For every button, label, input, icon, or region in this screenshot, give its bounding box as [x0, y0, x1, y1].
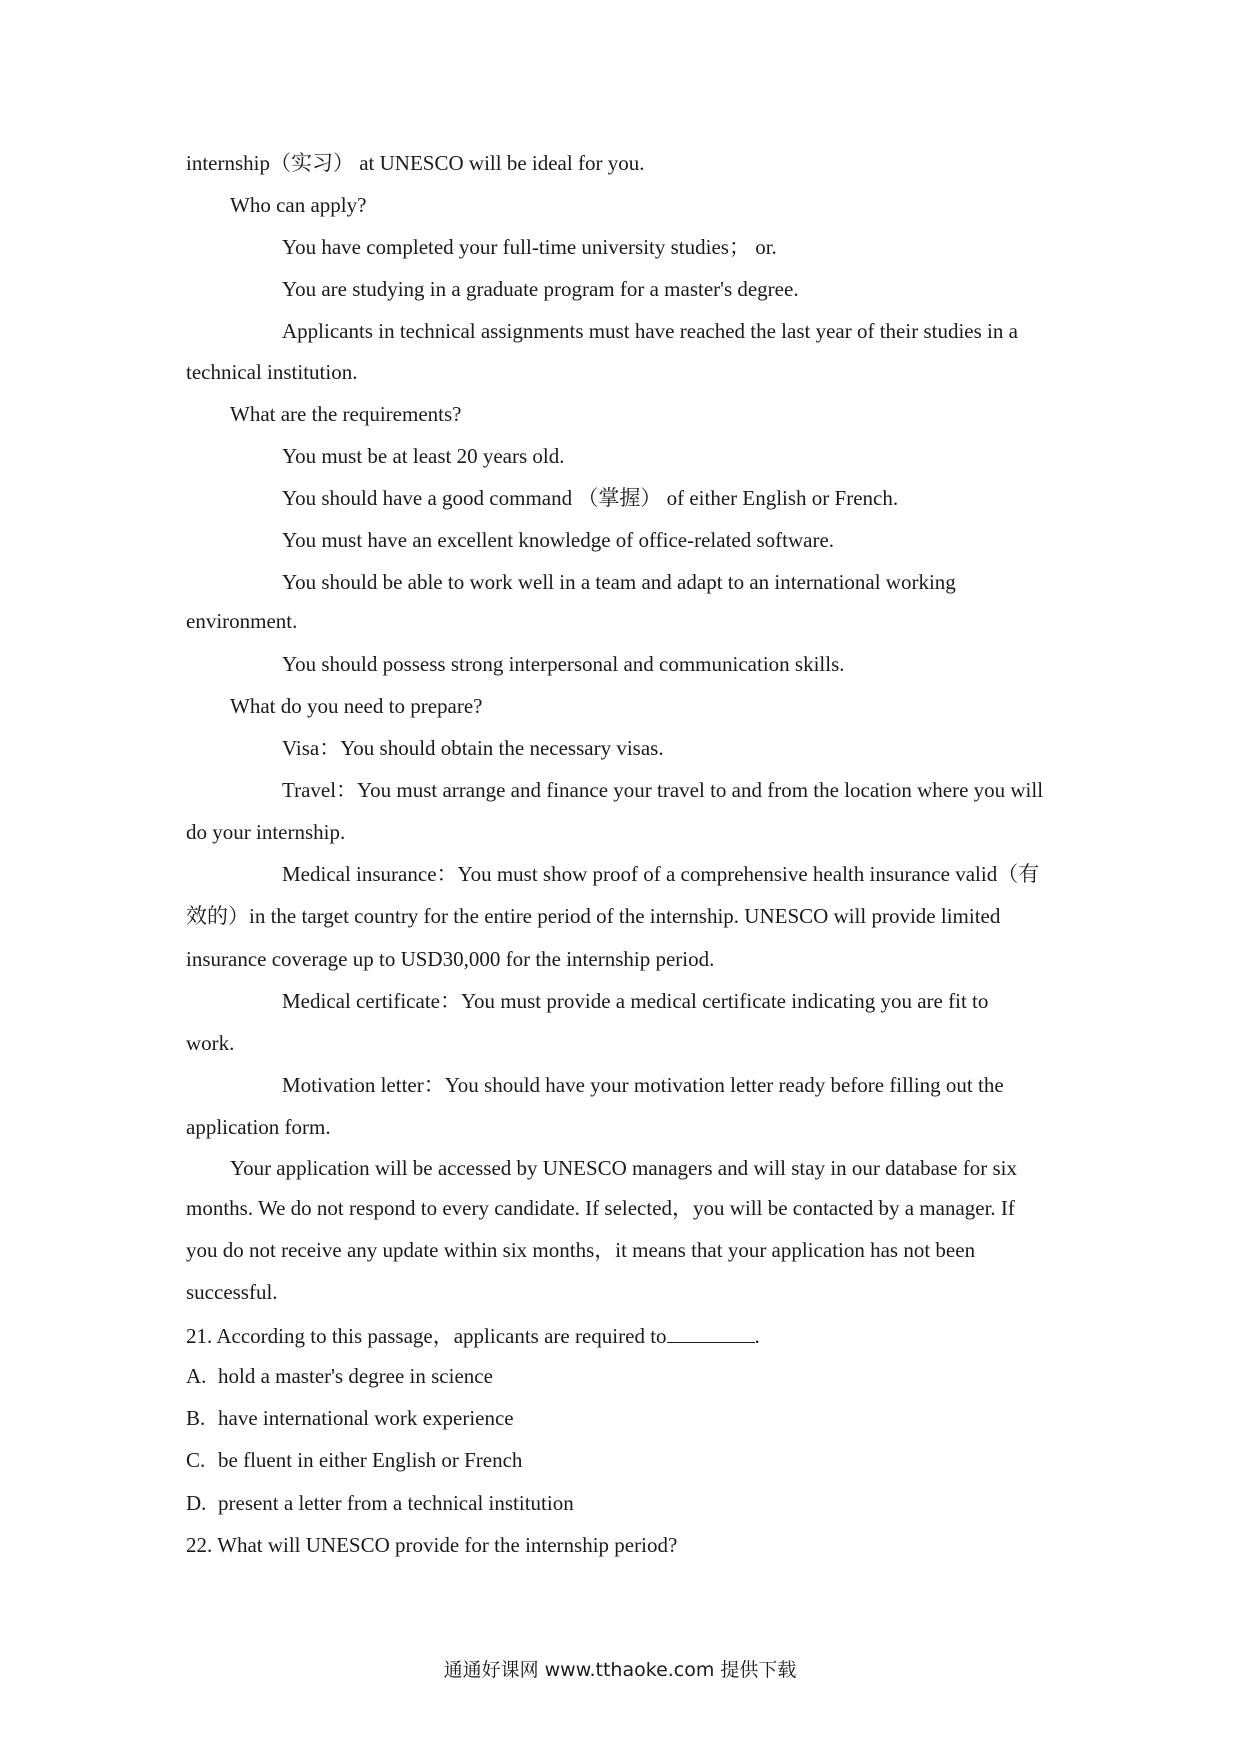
who-heading: Who can apply?	[230, 193, 367, 217]
option-text: be fluent in either English or French	[218, 1448, 523, 1472]
requirement-item: You must be at least 20 years old.	[282, 444, 565, 468]
prepare-item-continued: 效的）in the target country for the entire period of the internship. UNESCO will provide limited	[186, 904, 1001, 928]
question-stem: What will UNESCO provide for the internship period?	[217, 1533, 678, 1557]
option-a	[186, 1363, 493, 1389]
option-text: hold a master's degree in science	[218, 1364, 493, 1388]
question-number: 22.	[186, 1533, 213, 1557]
option-text: have international work experience	[218, 1406, 514, 1430]
requirements-heading: What are the requirements?	[230, 402, 462, 426]
question-21	[186, 1322, 760, 1349]
requirement-item: You should possess strong interpersonal and communication skills.	[282, 652, 845, 676]
option-c	[186, 1447, 522, 1473]
closing-paragraph: Your application will be accessed by UNESCO managers and will stay in our database for six	[230, 1156, 1017, 1180]
prepare-item: Medical certificate：You must provide a medical certificate indicating you are fit to	[282, 989, 989, 1013]
option-letter: D.	[186, 1491, 207, 1515]
prepare-item: Medical insurance：You must show proof of a comprehensive health insurance valid（有	[282, 862, 1040, 886]
option-letter: C.	[186, 1448, 206, 1472]
requirement-item-continued: environment.	[186, 609, 298, 633]
prepare-item-continued: do your internship.	[186, 820, 346, 844]
option-letter: B.	[186, 1406, 206, 1430]
prepare-item: Travel：You must arrange and finance your travel to and from the location where you will	[282, 778, 1044, 802]
option-letter: A.	[186, 1364, 207, 1388]
closing-paragraph: months. We do not respond to every candidate. If selected，you will be contacted by a manager. If	[186, 1196, 1015, 1220]
who-item-continued: technical institution.	[186, 360, 358, 384]
prepare-item: Visa：You should obtain the necessary visas.	[282, 736, 664, 760]
question-number: 21.	[186, 1324, 213, 1348]
prepare-heading: What do you need to prepare?	[230, 694, 483, 718]
requirement-item: You should have a good command （掌握） of either English or French.	[282, 486, 899, 510]
who-item: Applicants in technical assignments must have reached the last year of their studies in a	[282, 319, 1018, 343]
option-b	[186, 1405, 514, 1431]
question-stem: According to this passage，applicants are required to	[216, 1324, 667, 1348]
prepare-item-continued: insurance coverage up to USD30,000 for the internship period.	[186, 947, 715, 971]
prepare-item-continued: work.	[186, 1031, 235, 1055]
option-d	[186, 1490, 574, 1516]
requirement-item: You must have an excellent knowledge of office-related software.	[282, 528, 835, 552]
closing-paragraph: you do not receive any update within six months，it means that your application has not been	[186, 1238, 976, 1262]
page-footer: 通通好课网 www.tthaoke.com 提供下载	[443, 1659, 797, 1681]
option-text: present a letter from a technical institution	[218, 1491, 574, 1515]
question-22	[186, 1532, 677, 1558]
question-end: .	[754, 1324, 760, 1348]
intro-line: internship（实习） at UNESCO will be ideal for you.	[186, 151, 645, 175]
prepare-item-continued: application form.	[186, 1115, 331, 1139]
answer-blank	[667, 1322, 755, 1343]
closing-paragraph: successful.	[186, 1280, 278, 1304]
who-item: You are studying in a graduate program for a master's degree.	[282, 277, 799, 301]
who-item: You have completed your full-time university studies； or.	[282, 235, 777, 259]
prepare-item: Motivation letter：You should have your motivation letter ready before filling out the	[282, 1073, 1004, 1097]
requirement-item: You should be able to work well in a team and adapt to an international working	[282, 570, 956, 594]
